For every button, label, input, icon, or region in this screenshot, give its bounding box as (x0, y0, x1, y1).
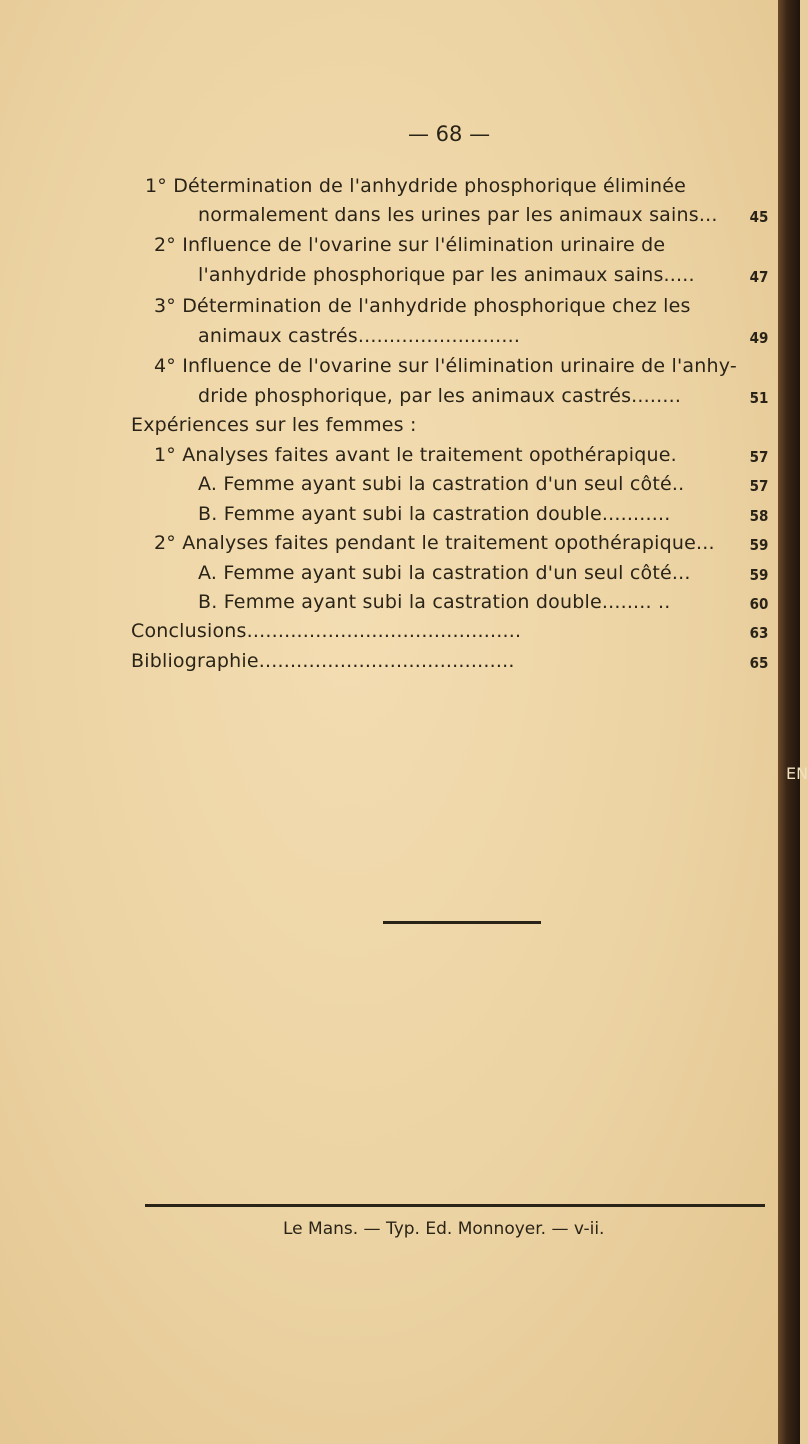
toc-entry-1-line2: normalement dans les urines par les animaux sains... (198, 204, 718, 226)
toc-entry-4-line2: dride phosphorique, par les animaux castrés........ (198, 385, 682, 407)
toc-entry-before-a: A. Femme ayant subi la castration d'un seul côté.. (198, 473, 685, 495)
toc-page-59a: 59 (749, 536, 769, 554)
section-divider-rule (383, 921, 541, 924)
toc-page-45: 45 (749, 208, 769, 226)
toc-page-49: 49 (749, 329, 769, 347)
toc-entry-bibliography: Bibliographie......................................... (131, 650, 515, 672)
page-number: — 68 — (408, 122, 491, 146)
toc-entry-1-line1: 1° Détermination de l'anhydride phosphorique éliminée (145, 175, 687, 197)
footer-rule (145, 1204, 765, 1207)
toc-entry-4-line1: 4° Influence de l'ovarine sur l'élimination urinaire de l'anhy- (154, 355, 737, 377)
spine-mark: EN (786, 764, 808, 783)
toc-page-47: 47 (749, 268, 769, 286)
toc-entry-conclusions: Conclusions............................................ (131, 620, 522, 642)
printer-imprint: Le Mans. — Typ. Ed. Monnoyer. — v-ii. (283, 1219, 605, 1239)
toc-entry-before-b: B. Femme ayant subi la castration double........... (198, 503, 671, 525)
toc-page-51: 51 (749, 389, 769, 407)
toc-page-65: 65 (749, 654, 769, 672)
toc-entry-analyses-during: 2° Analyses faites pendant le traitement opothérapique... (154, 532, 715, 554)
toc-page-63: 63 (749, 624, 769, 642)
toc-entry-3-line1: 3° Détermination de l'anhydride phosphorique chez les (154, 295, 691, 317)
toc-page-57b: 57 (749, 477, 769, 495)
toc-page-59b: 59 (749, 566, 769, 584)
toc-entry-3-line2: animaux castrés.......................... (198, 325, 521, 347)
toc-page-60: 60 (749, 595, 769, 613)
toc-entry-analyses-before: 1° Analyses faites avant le traitement opothérapique. (154, 444, 677, 466)
toc-entry-2-line2: l'anhydride phosphorique par les animaux sains..... (198, 264, 695, 286)
toc-section-women: Expériences sur les femmes : (131, 414, 417, 436)
book-spine-edge (778, 0, 800, 1444)
toc-page-57a: 57 (749, 448, 769, 466)
toc-entry-during-a: A. Femme ayant subi la castration d'un seul côté... (198, 562, 691, 584)
toc-page-58: 58 (749, 507, 769, 525)
toc-entry-2-line1: 2° Influence de l'ovarine sur l'élimination urinaire de (154, 234, 666, 256)
toc-entry-during-b: B. Femme ayant subi la castration double........ .. (198, 591, 671, 613)
